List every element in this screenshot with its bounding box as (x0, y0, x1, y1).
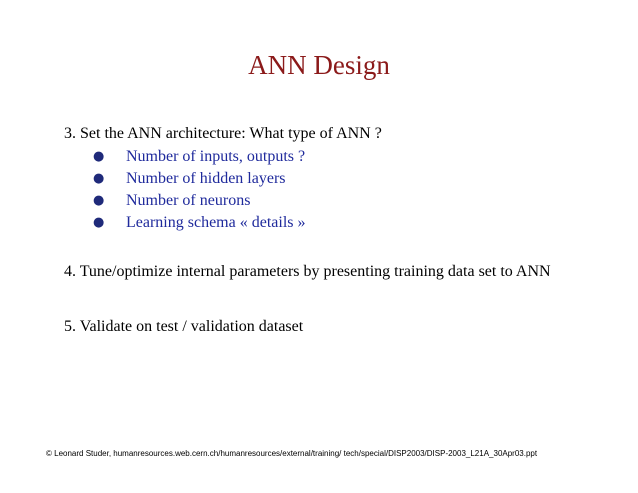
bullet-dot-icon: ● (93, 193, 105, 208)
bullet-dot-icon: ● (93, 171, 105, 186)
bullet-text: Number of neurons (126, 192, 251, 209)
bullet-item (0, 168, 638, 190)
bullet-text: Number of hidden layers (126, 170, 286, 187)
step-5-text: 5. Validate on test / validation dataset (64, 318, 304, 335)
slide-title: ANN Design (248, 50, 390, 80)
bullet-item (0, 146, 638, 168)
bullet-dot-icon: ● (93, 149, 105, 164)
step-4-text: 4. Tune/optimize internal parameters by presenting training data set to ANN (64, 263, 551, 280)
bullet-text: Number of inputs, outputs ? (126, 148, 306, 165)
bullet-text: Learning schema « details » (126, 214, 306, 231)
step-3-text: 3. Set the ANN architecture: What type of ANN ? (64, 125, 382, 142)
bullet-dot-icon: ● (93, 215, 105, 230)
footer-copyright: © Leonard Studer, humanresources.web.cern.ch/humanresources/external/training/ tech/special/DISP2003/DISP-2003_L21A_30Apr03.ppt (46, 449, 538, 458)
bullet-item (0, 212, 638, 234)
bullet-item (0, 190, 638, 212)
